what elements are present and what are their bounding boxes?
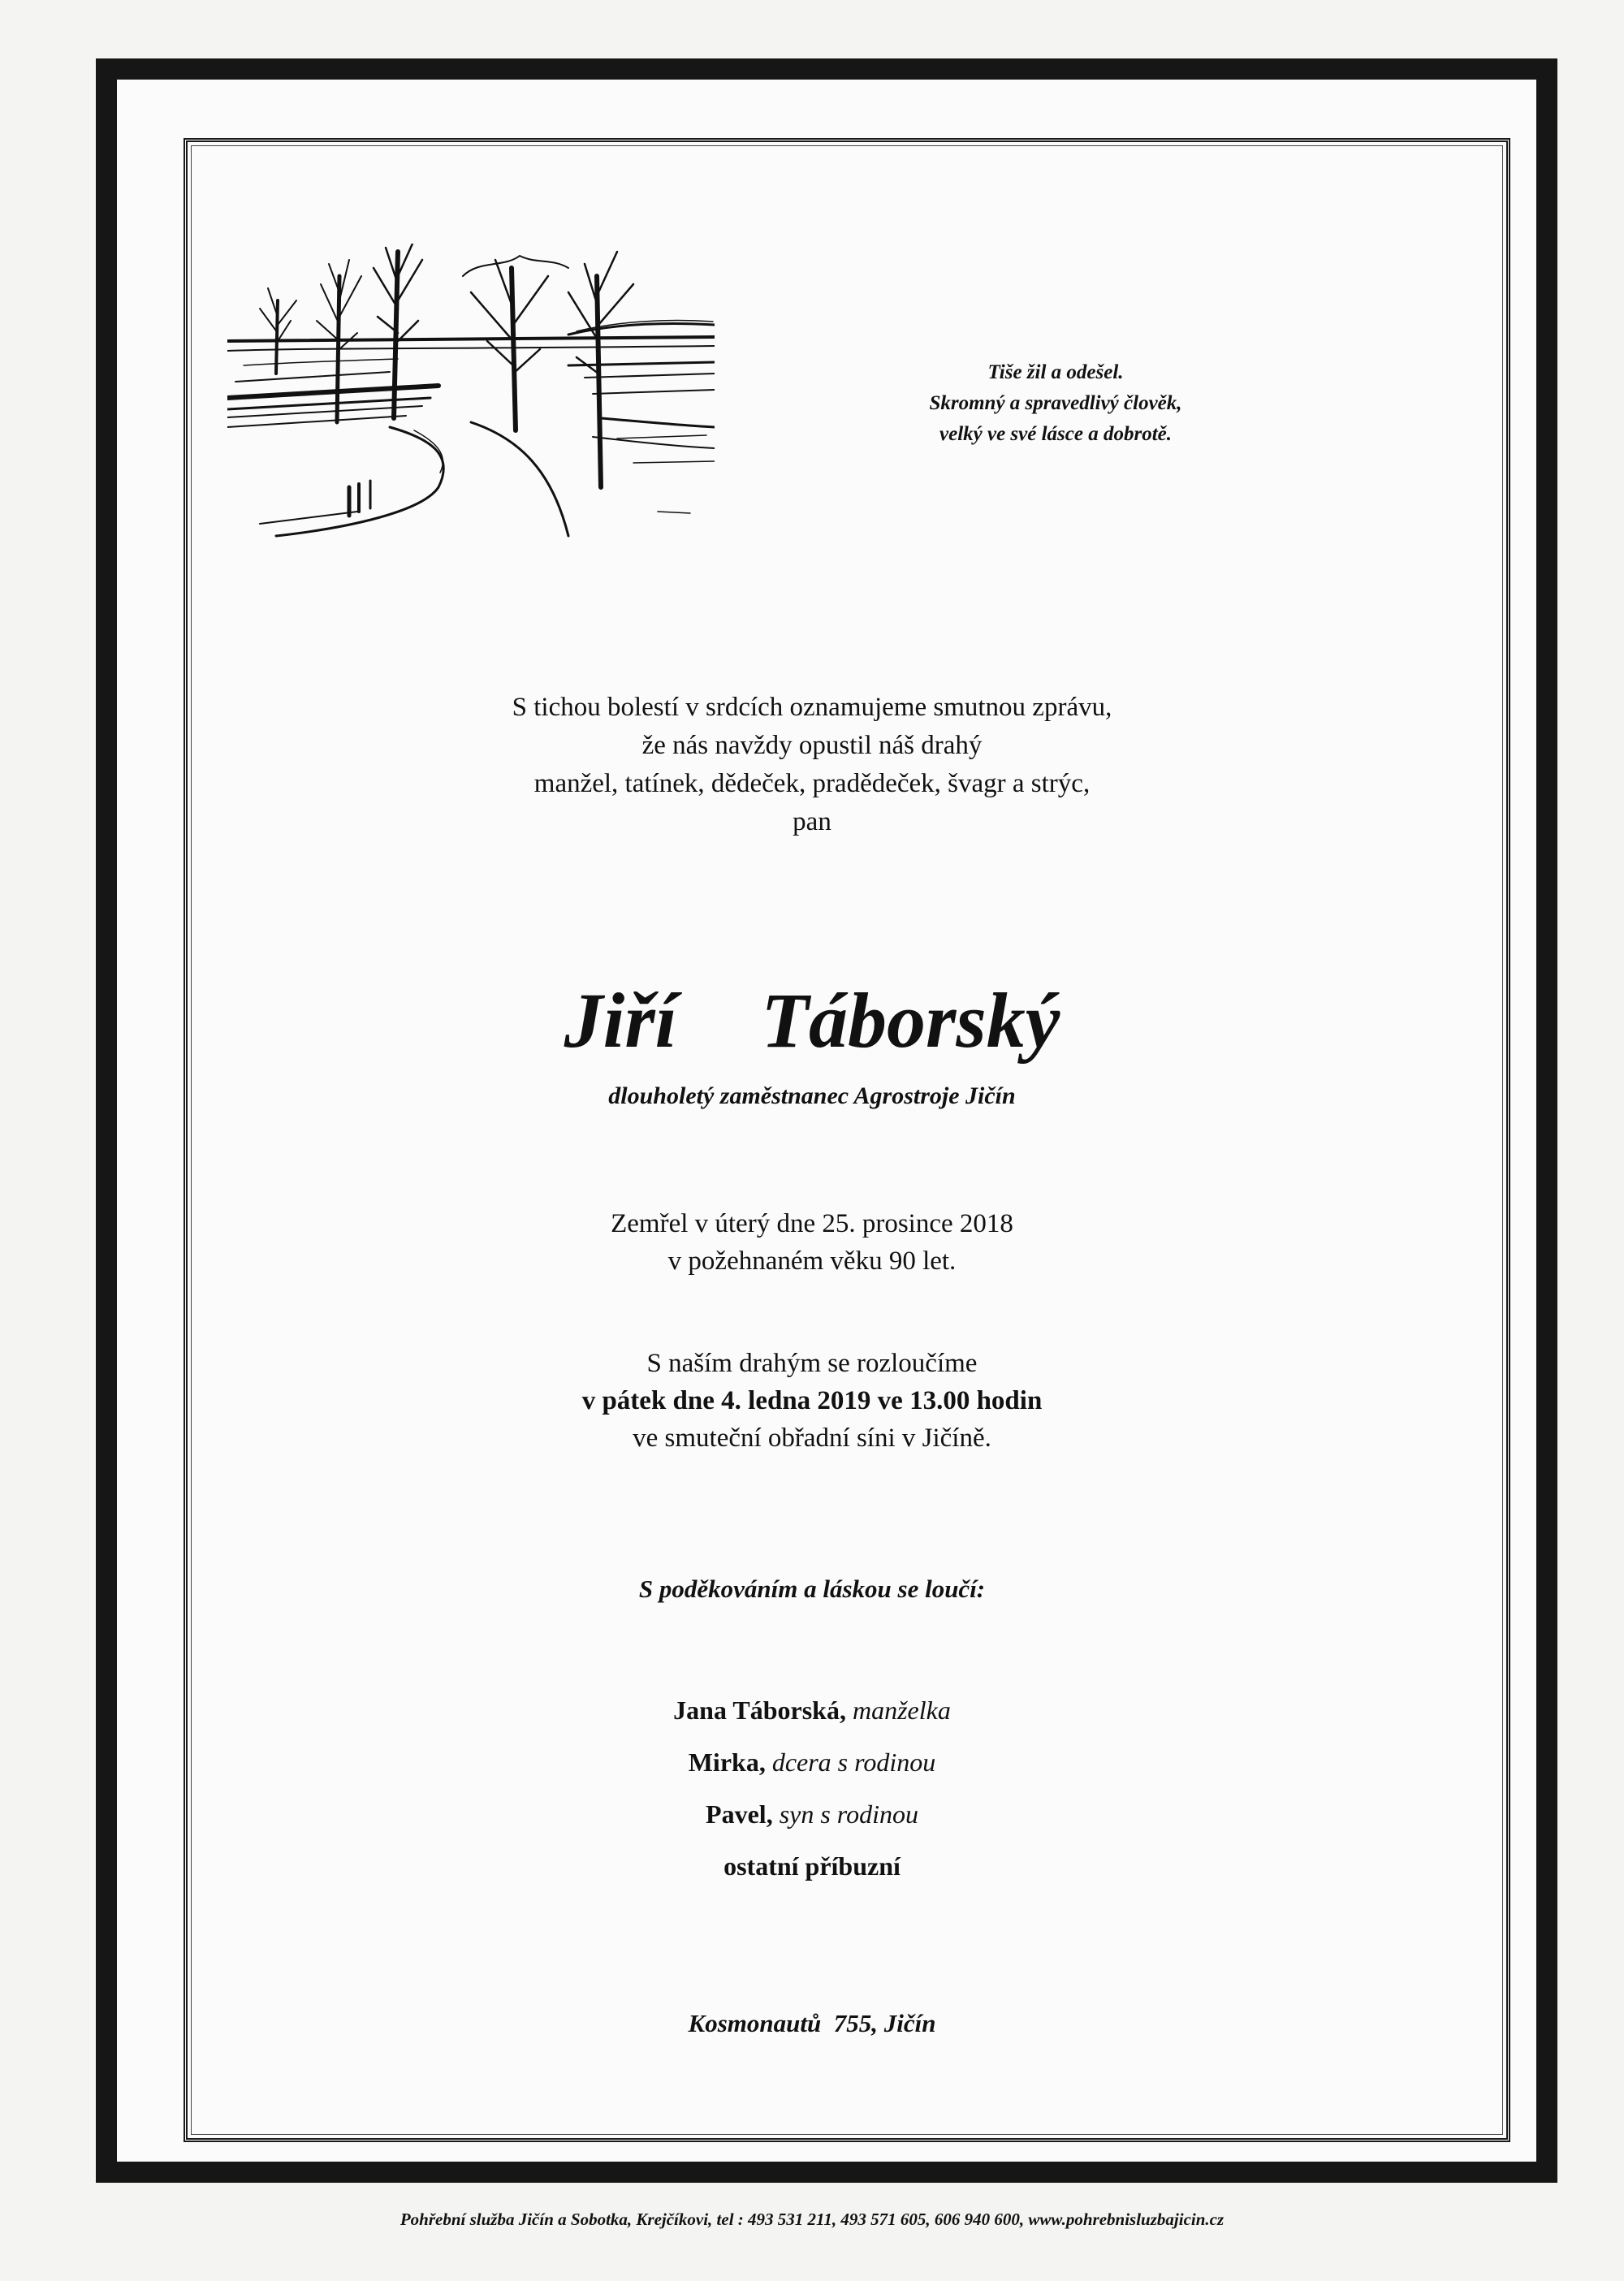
farewell-place: ve smuteční obřadní síni v Jičíně. — [633, 1423, 991, 1453]
mourner-name: Pavel, — [706, 1799, 773, 1829]
mourner-entry — [130, 1684, 1494, 1736]
intro-line: S tichou bolestí v srdcích oznamujeme smutnou zprávu, — [512, 693, 1112, 722]
intro-line: že nás navždy opustil náš drahý — [641, 731, 983, 760]
family-address: Kosmonautů 755, Jičín — [688, 2009, 936, 2037]
mourners-list — [130, 1684, 1494, 1892]
thanks-heading: S poděkováním a láskou se loučí: — [638, 1575, 986, 1603]
intro-line: pan — [793, 807, 831, 836]
mourner-name: Jana Táborská, — [673, 1696, 846, 1725]
mourner-entry — [130, 1840, 1494, 1892]
mourner-entry — [130, 1736, 1494, 1788]
motto-line: velký ve své lásce a dobrotě. — [939, 423, 1172, 445]
motto-line: Skromný a spravedlivý člověk, — [929, 392, 1182, 414]
mourner-name: Mirka, — [688, 1747, 766, 1777]
motto-line: Tiše žil a odešel. — [987, 361, 1124, 383]
death-date-line: Zemřel v úterý dne 25. prosince 2018 — [611, 1209, 1013, 1238]
death-age-line: v požehnaném věku 90 let. — [667, 1246, 957, 1276]
mourner-relation: dcera s rodinou — [771, 1747, 936, 1777]
announcement-intro — [130, 689, 1494, 841]
mourner-name: ostatní příbuzní — [723, 1851, 901, 1881]
landscape-sketch-illustration — [227, 244, 715, 544]
farewell-info — [130, 1345, 1494, 1457]
intro-line: manžel, tatínek, dědeček, pradědeček, švagr a strýc, — [533, 769, 1091, 798]
death-notice — [130, 1205, 1494, 1280]
farewell-line: S naším drahým se rozloučíme — [646, 1349, 978, 1378]
mourner-relation: manželka — [852, 1696, 951, 1725]
deceased-name: Jiří Táborský — [564, 977, 1060, 1064]
deceased-role: dlouholetý zaměstnanec Agrostroje Jičín — [608, 1082, 1016, 1109]
farewell-datetime: v pátek dne 4. ledna 2019 ve 13.00 hodin — [581, 1386, 1043, 1415]
motto — [885, 357, 1226, 450]
mourner-relation: syn s rodinou — [779, 1799, 918, 1829]
mourner-entry — [130, 1788, 1494, 1840]
funeral-service-footer: Pohřební služba Jičín a Sobotka, Krejčíkovi, tel : 493 531 211, 493 571 605, 606 940 600, www.pohrebnisluzbajicin.cz — [400, 2210, 1224, 2229]
